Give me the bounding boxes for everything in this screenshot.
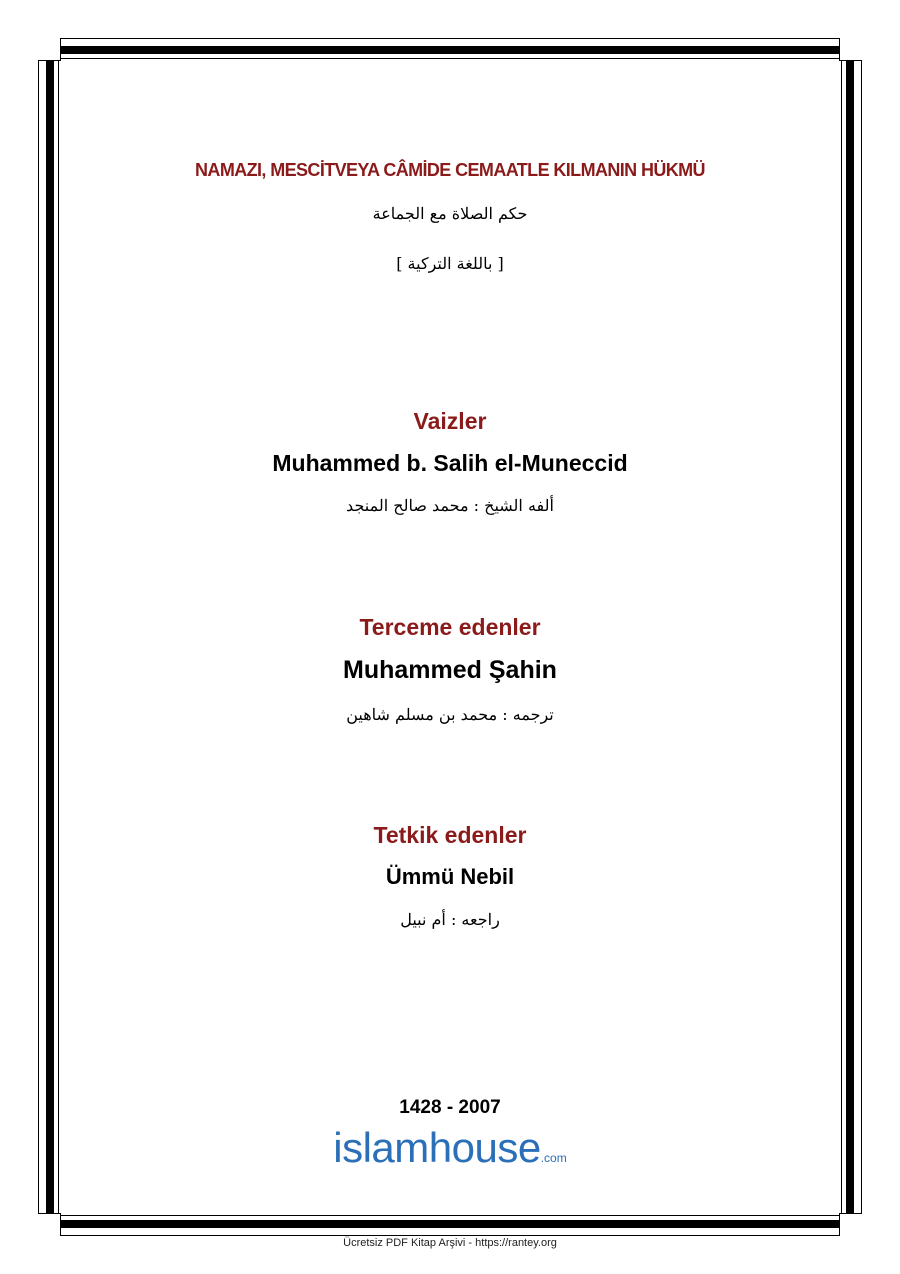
frame-corner-bottom-right: [839, 1213, 862, 1236]
author-arabic: ألفه الشيخ : محمد صالح المنجد: [346, 496, 554, 515]
frame-corner-top-right: [839, 38, 862, 61]
arabic-language-note: [ باللغة التركية ]: [396, 254, 504, 273]
translator-arabic: ترجمه : محمد بن مسلم شاهين: [346, 705, 554, 724]
arabic-title: حكم الصلاة مع الجماعة: [372, 204, 528, 223]
logo-main-text: islamhouse: [333, 1124, 541, 1171]
translators-heading: Terceme edenler: [359, 614, 541, 640]
document-title: NAMAZI, MESCİTVEYA CÂMİDE CEMAATLE KILMANIN HÜKMÜ: [195, 160, 705, 180]
footer-note: Ücretsiz PDF Kitap Arşivi - https://rantey.org: [343, 1237, 557, 1249]
reviewer-arabic: راجعه : أم نبيل: [400, 910, 500, 929]
translator-name: Muhammed Şahin: [343, 656, 557, 684]
logo-suffix-text: .com: [540, 1151, 567, 1165]
reviewer-name: Ümmü Nebil: [385, 864, 515, 889]
author-name: Muhammed b. Salih el-Muneccid: [272, 450, 628, 476]
publication-year: 1428 - 2007: [399, 1097, 501, 1118]
frame-corner-top-left: [38, 38, 61, 61]
islamhouse-logo: [0, 1124, 900, 1172]
frame-corner-bottom-left: [38, 1213, 61, 1236]
authors-heading: Vaizler: [413, 408, 487, 434]
reviewers-heading: Tetkik edenler: [373, 822, 527, 848]
